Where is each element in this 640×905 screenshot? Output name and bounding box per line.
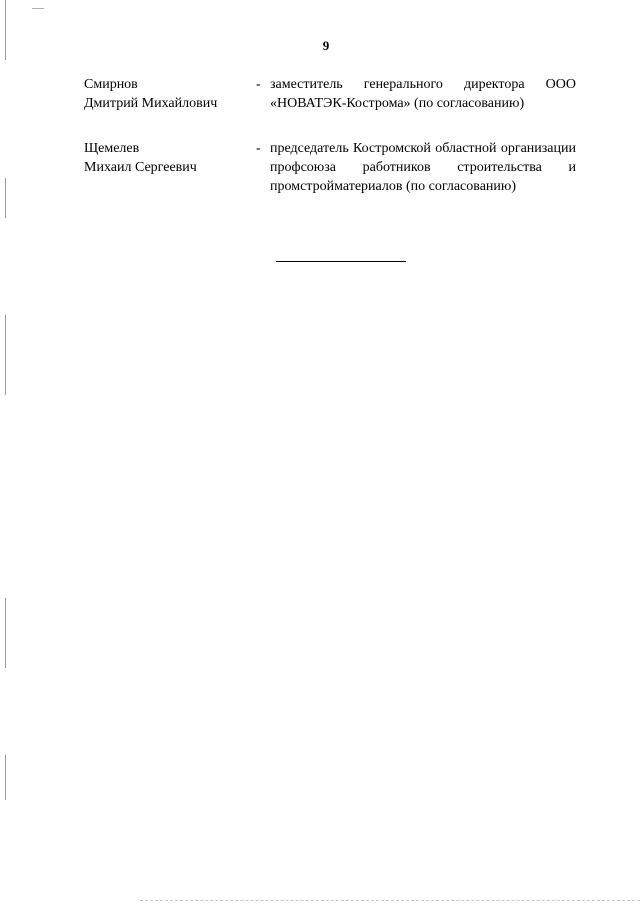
member-name	[84, 139, 254, 177]
scan-mark	[5, 315, 6, 395]
member-surname: Смирнов	[84, 77, 138, 92]
member-given-names: Михаил Сергеевич	[84, 160, 197, 175]
scan-mark	[5, 178, 6, 218]
entry-dash: -	[256, 77, 261, 92]
end-of-list-divider	[276, 261, 406, 262]
scan-mark	[5, 755, 6, 800]
member-position: председатель Костромской областной организации профсоюза работников строительства и промстройматериалов (по согласованию)	[270, 141, 576, 194]
member-position: заместитель генерального директора ООО «НОВАТЭК-Кострома» (по согласованию)	[270, 77, 576, 111]
member-surname: Щемелев	[84, 141, 140, 156]
entry-dash: -	[256, 141, 261, 156]
scan-bottom-edge	[140, 900, 640, 901]
page-number: 9	[322, 38, 330, 53]
scan-tick	[32, 8, 44, 9]
member-given-names: Дмитрий Михайлович	[84, 96, 218, 111]
scan-mark	[5, 598, 6, 668]
member-name	[84, 75, 254, 113]
